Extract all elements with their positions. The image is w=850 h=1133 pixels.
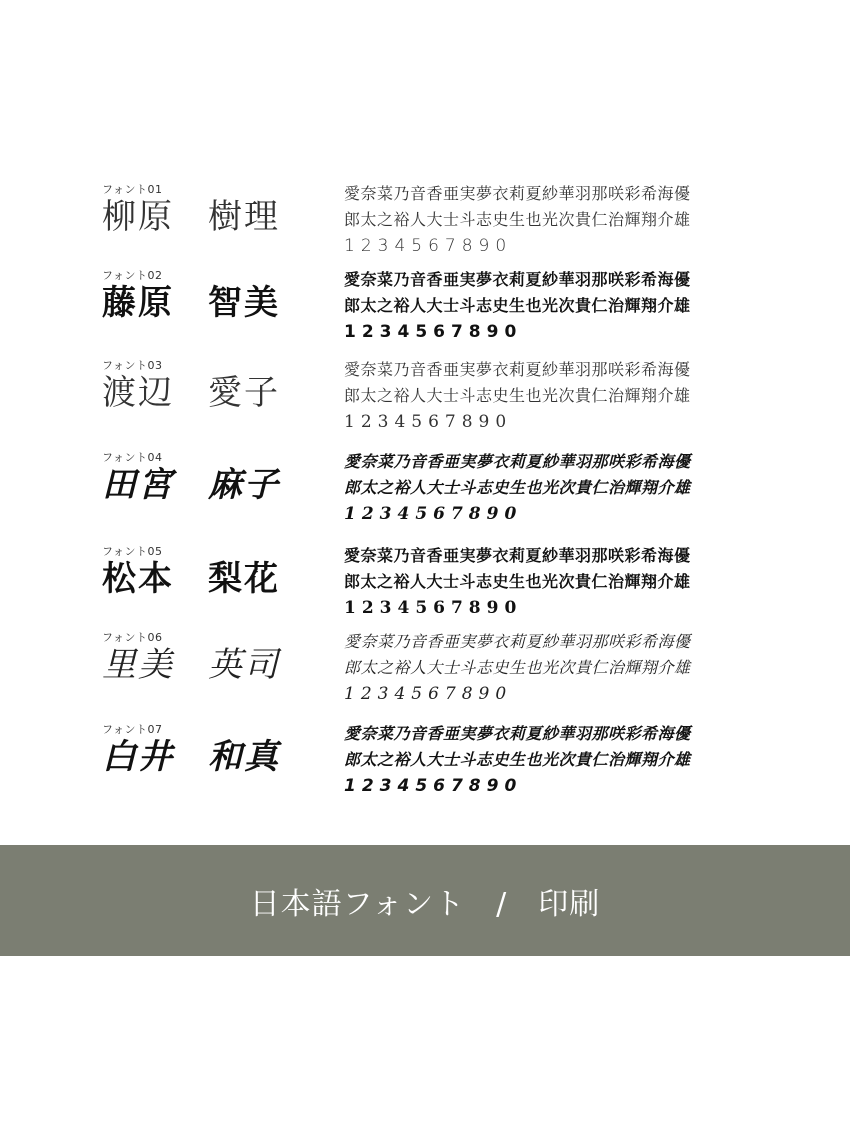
kanji-line-1: 愛奈菜乃音香亜実夢衣莉夏紗華羽那咲彩希海優 — [344, 546, 691, 565]
font-row-01 — [0, 181, 850, 271]
character-sample — [344, 629, 691, 707]
name-sample — [102, 735, 280, 779]
character-sample — [344, 181, 691, 259]
digits-line: 1234567890 — [344, 322, 523, 342]
surname-sample: 渡辺 — [102, 373, 174, 413]
font-row-05 — [0, 543, 850, 633]
kanji-line-2: 郎太之裕人大士斗志史生也光次貴仁治輝翔介雄 — [344, 296, 691, 315]
surname-sample: 田宮 — [102, 465, 174, 505]
name-sample — [102, 643, 280, 687]
kanji-line-1: 愛奈菜乃音香亜実夢衣莉夏紗華羽那咲彩希海優 — [344, 724, 691, 743]
kanji-line-1: 愛奈菜乃音香亜実夢衣莉夏紗華羽那咲彩希海優 — [344, 632, 691, 651]
digits-line: 1234567890 — [344, 236, 513, 256]
font-label: フォント01 — [102, 183, 163, 196]
character-sample — [344, 357, 691, 435]
kanji-line-2: 郎太之裕人大士斗志史生也光次貴仁治輝翔介雄 — [344, 572, 691, 591]
surname-sample: 里美 — [102, 645, 174, 685]
font-label: フォント03 — [102, 359, 163, 372]
name-sample — [102, 463, 280, 507]
surname-sample: 藤原 — [102, 283, 174, 323]
given-name-sample: 樹理 — [208, 197, 280, 237]
font-row-06 — [0, 629, 850, 719]
digits-line: 1234567890 — [344, 684, 513, 704]
kanji-line-2: 郎太之裕人大士斗志史生也光次貴仁治輝翔介雄 — [344, 386, 691, 405]
character-sample — [344, 543, 691, 621]
font-label: フォント05 — [102, 545, 163, 558]
given-name-sample: 麻子 — [208, 465, 280, 505]
font-row-03 — [0, 357, 850, 447]
kanji-line-1: 愛奈菜乃音香亜実夢衣莉夏紗華羽那咲彩希海優 — [344, 184, 691, 203]
given-name-sample: 和真 — [208, 737, 280, 777]
surname-sample: 白井 — [102, 737, 174, 777]
kanji-line-2: 郎太之裕人大士斗志史生也光次貴仁治輝翔介雄 — [344, 478, 691, 497]
font-row-02 — [0, 267, 850, 357]
digits-line: 1234567890 — [344, 776, 523, 796]
digits-line: 1234567890 — [344, 504, 523, 524]
character-sample — [344, 449, 691, 527]
kanji-line-2: 郎太之裕人大士斗志史生也光次貴仁治輝翔介雄 — [344, 210, 691, 229]
name-sample — [102, 557, 280, 601]
given-name-sample: 智美 — [208, 283, 280, 323]
font-label: フォント04 — [102, 451, 163, 464]
font-row-07 — [0, 721, 850, 811]
font-label: フォント02 — [102, 269, 163, 282]
kanji-line-2: 郎太之裕人大士斗志史生也光次貴仁治輝翔介雄 — [344, 658, 691, 677]
character-sample — [344, 267, 691, 345]
kanji-line-2: 郎太之裕人大士斗志史生也光次貴仁治輝翔介雄 — [344, 750, 691, 769]
character-sample — [344, 721, 691, 799]
given-name-sample: 英司 — [208, 645, 280, 685]
font-label: フォント07 — [102, 723, 163, 736]
footer-banner — [0, 845, 850, 956]
name-sample — [102, 371, 280, 415]
digits-line: 1234567890 — [344, 412, 513, 432]
digits-line: 1234567890 — [344, 598, 523, 618]
surname-sample: 柳原 — [102, 197, 174, 237]
banner-title: 日本語フォント / 印刷 — [249, 886, 601, 922]
name-sample — [102, 281, 280, 325]
font-row-04 — [0, 449, 850, 539]
kanji-line-1: 愛奈菜乃音香亜実夢衣莉夏紗華羽那咲彩希海優 — [344, 360, 691, 379]
kanji-line-1: 愛奈菜乃音香亜実夢衣莉夏紗華羽那咲彩希海優 — [344, 452, 691, 471]
given-name-sample: 愛子 — [208, 373, 280, 413]
kanji-line-1: 愛奈菜乃音香亜実夢衣莉夏紗華羽那咲彩希海優 — [344, 270, 691, 289]
name-sample — [102, 195, 280, 239]
font-label: フォント06 — [102, 631, 163, 644]
surname-sample: 松本 — [102, 559, 174, 599]
given-name-sample: 梨花 — [208, 559, 280, 599]
